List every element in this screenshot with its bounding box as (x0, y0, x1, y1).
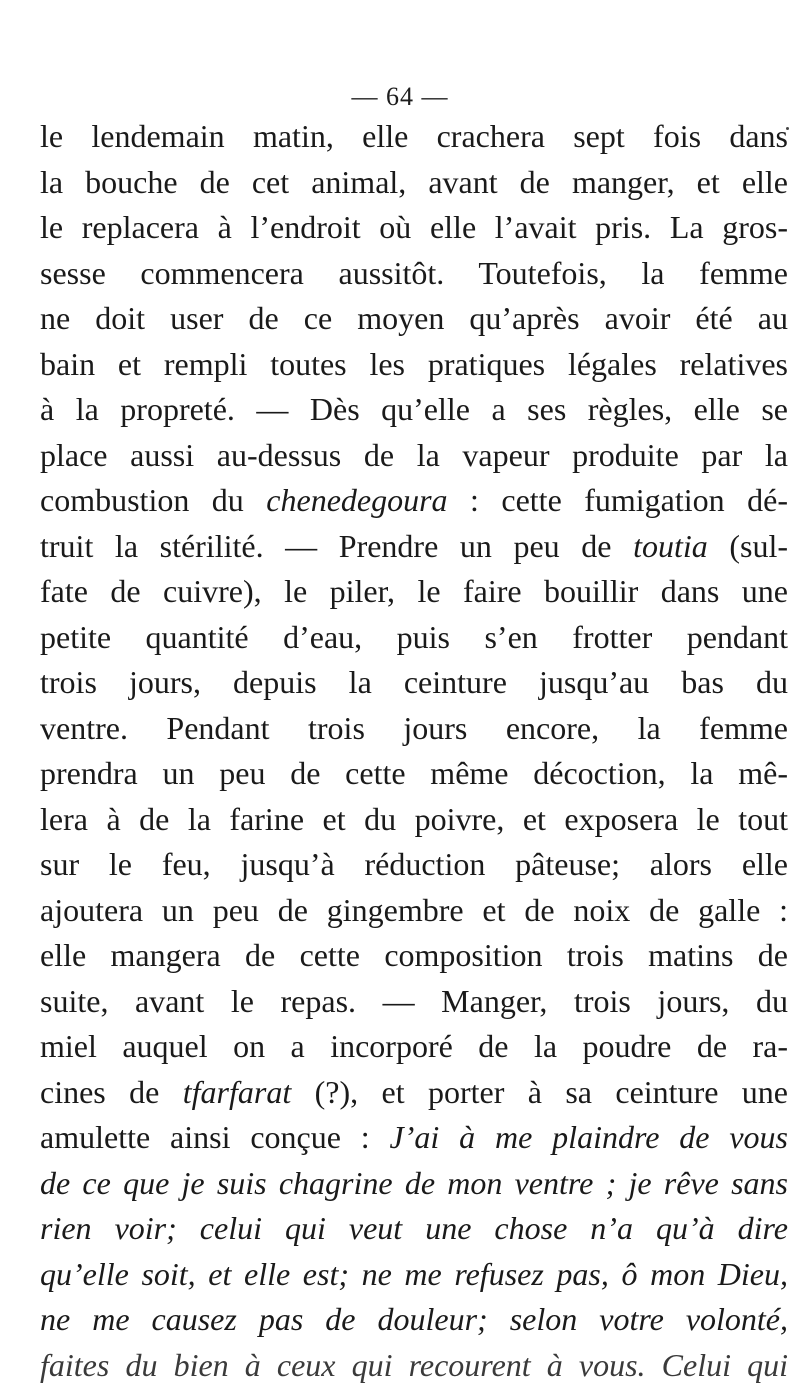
text-segment: (?), et porter à sa ceinture une (291, 1074, 788, 1110)
text-segment: amulette ainsi conçue : (40, 1119, 390, 1155)
text-segment: combustion du (40, 482, 266, 518)
text-line (40, 660, 788, 706)
text-line (40, 979, 788, 1025)
text-line (40, 1252, 788, 1298)
text-line (40, 387, 788, 433)
text-segment: miel auquel on a incorporé de la poudre de ra- (40, 1028, 788, 1064)
text-line (40, 1297, 788, 1343)
text-segment: suite, avant le repas. — Manger, trois jours, du (40, 983, 788, 1019)
text-segment: fate de cuivre), le piler, le faire bouillir dans une (40, 573, 788, 609)
text-line (40, 888, 788, 934)
text-line (40, 933, 788, 979)
text-line (40, 114, 788, 160)
italic-text-segment: qu’elle soit, et elle est; ne me refusez pas, ô mon Dieu, (40, 1256, 788, 1292)
text-segment: sur le feu, jusqu’à réduction pâteuse; alors elle (40, 846, 788, 882)
italic-text-segment: tfarfarat (183, 1074, 291, 1110)
text-line (40, 478, 788, 524)
text-segment: cines de (40, 1074, 183, 1110)
italic-text-segment: toutia (633, 528, 708, 564)
text-segment: le lendemain matin, elle crachera sept fois dans (40, 118, 788, 154)
text-line (40, 1070, 788, 1116)
text-line (40, 1024, 788, 1070)
text-segment: le replacera à l’endroit où elle l’avait pris. La gros- (40, 209, 788, 245)
text-line (40, 797, 788, 843)
text-segment: sesse commencera aussitôt. Toutefois, la femme (40, 255, 788, 291)
text-segment: ne doit user de ce moyen qu’après avoir été au (40, 300, 788, 336)
text-segment: ventre. Pendant trois jours encore, la femme (40, 710, 788, 746)
text-line (40, 205, 788, 251)
text-line (40, 1161, 788, 1207)
italic-text-segment: rien voir; celui qui veut une chose n’a qu’à dire (40, 1210, 788, 1246)
text-segment: trois jours, depuis la ceinture jusqu’au bas du (40, 664, 788, 700)
text-line (40, 296, 788, 342)
italic-text-segment: chenedegoura (266, 482, 447, 518)
text-line (40, 1343, 788, 1388)
text-segment: (sul- (708, 528, 788, 564)
text-line (40, 524, 788, 570)
body-text (40, 114, 788, 1388)
text-segment: truit la stérilité. — Prendre un peu de (40, 528, 633, 564)
italic-text-segment: faites du bien à ceux qui recourent à vous. Celui qui (40, 1347, 788, 1383)
text-line (40, 842, 788, 888)
text-segment: la bouche de cet animal, avant de manger, et elle (40, 164, 788, 200)
text-line (40, 433, 788, 479)
text-line (40, 1115, 788, 1161)
italic-text-segment: ne me causez pas de douleur; selon votre volonté, (40, 1301, 788, 1337)
text-segment: elle mangera de cette composition trois matins de (40, 937, 788, 973)
text-segment: lera à de la farine et du poivre, et exposera le tout (40, 801, 788, 837)
text-segment: bain et rempli toutes les pratiques légales relatives (40, 346, 788, 382)
text-line (40, 251, 788, 297)
text-line (40, 160, 788, 206)
text-line (40, 342, 788, 388)
text-line (40, 615, 788, 661)
text-segment: prendra un peu de cette même décoction, la mê- (40, 755, 788, 791)
text-segment: ajoutera un peu de gingembre et de noix de galle : (40, 892, 788, 928)
text-segment: : cette fumigation dé- (448, 482, 788, 518)
text-line (40, 751, 788, 797)
text-segment: petite quantité d’eau, puis s’en frotter pendant (40, 619, 788, 655)
page-number: — 64 — (0, 82, 800, 112)
text-segment: à la propreté. — Dès qu’elle a ses règles, elle se (40, 391, 788, 427)
text-segment: place aussi au-dessus de la vapeur produite par la (40, 437, 788, 473)
text-line (40, 706, 788, 752)
italic-text-segment: de ce que je suis chagrine de mon ventre ; je rêve sans (40, 1165, 788, 1201)
italic-text-segment: J’ai à me plaindre de vous (390, 1119, 788, 1155)
text-line (40, 1206, 788, 1252)
text-line (40, 569, 788, 615)
